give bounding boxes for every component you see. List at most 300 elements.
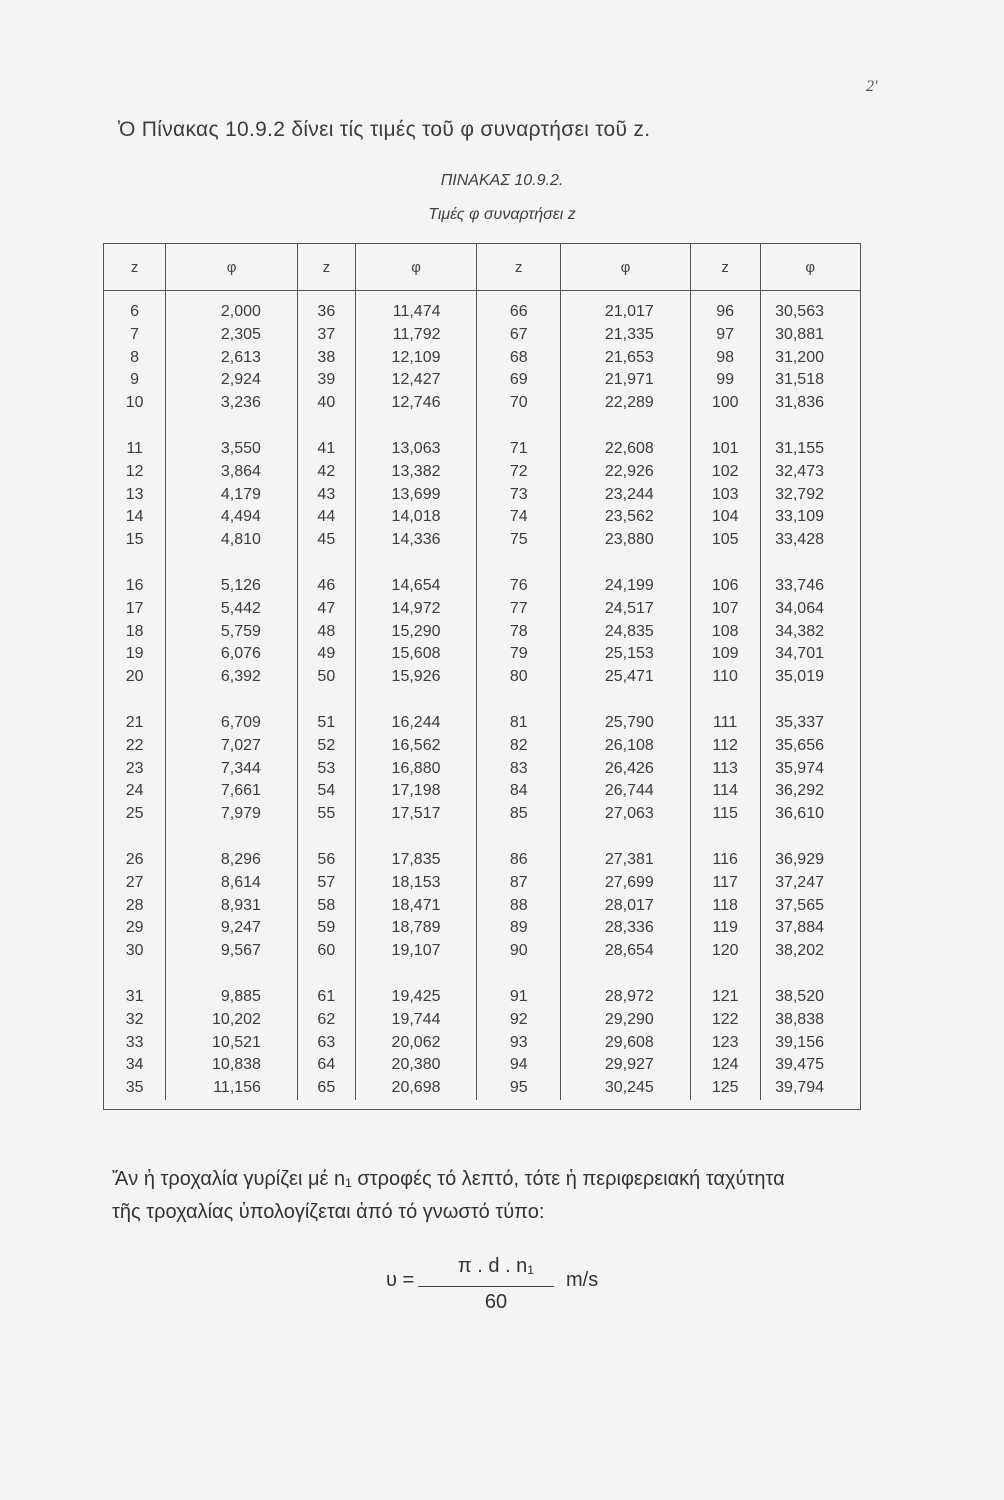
- z-cell: 11: [126, 439, 143, 457]
- table-row: [104, 484, 860, 507]
- z-cell: 97: [690, 324, 760, 347]
- phi-cell: 12,427: [355, 369, 477, 392]
- z-cell: 61: [297, 986, 355, 1009]
- table-row: [104, 986, 860, 1009]
- phi-cell: 10,521: [166, 1032, 298, 1055]
- z-cell: 20: [125, 668, 144, 686]
- z-cell: 31: [125, 987, 144, 1005]
- spacer-cell: [166, 963, 298, 986]
- z-cell: 13: [125, 485, 144, 503]
- group-spacer: [104, 963, 860, 986]
- z-cell: 8: [130, 348, 140, 366]
- table-row: [104, 438, 860, 461]
- phi-cell: 18,471: [355, 895, 477, 918]
- spacer-cell: [355, 689, 477, 712]
- spacer-cell: [166, 689, 298, 712]
- phi-cell: 35,337: [760, 712, 860, 735]
- z-cell: 43: [297, 484, 355, 507]
- z-cell: 71: [477, 438, 561, 461]
- phi-cell: 17,517: [355, 803, 477, 826]
- phi-cell: 2,305: [166, 324, 298, 347]
- z-cell: 49: [297, 643, 355, 666]
- spacer-cell: [104, 415, 166, 438]
- header-phi-4: φ: [760, 244, 860, 291]
- table-row: [104, 666, 860, 689]
- phi-cell: 39,475: [760, 1054, 860, 1077]
- spacer-cell: [104, 963, 166, 986]
- phi-cell: 37,247: [760, 872, 860, 895]
- phi-table: [103, 243, 861, 1110]
- phi-cell: 26,744: [561, 780, 691, 803]
- z-cell: 7: [130, 325, 140, 343]
- formula-lhs: υ =: [386, 1269, 415, 1291]
- table-row: [104, 575, 860, 598]
- header-z-2: z: [297, 244, 355, 291]
- phi-cell: 36,292: [760, 780, 860, 803]
- phi-cell: 24,835: [561, 621, 691, 644]
- z-cell: 85: [477, 803, 561, 826]
- phi-cell: 22,608: [561, 438, 691, 461]
- phi-cell: 7,344: [166, 758, 298, 781]
- table-row: [104, 803, 860, 826]
- phi-cell: 6,392: [166, 666, 298, 689]
- z-cell: 90: [477, 940, 561, 963]
- z-cell: 75: [477, 529, 561, 552]
- phi-cell: 31,200: [760, 347, 860, 370]
- phi-cell: 37,565: [760, 895, 860, 918]
- phi-cell: 8,296: [166, 849, 298, 872]
- phi-cell: 23,562: [561, 506, 691, 529]
- phi-cell: 2,613: [166, 347, 298, 370]
- table-row: [104, 347, 860, 370]
- phi-cell: 2,924: [166, 369, 298, 392]
- spacer-cell: [355, 552, 477, 575]
- z-cell: 66: [477, 291, 561, 324]
- z-cell: 70: [477, 392, 561, 415]
- z-cell: 92: [477, 1009, 561, 1032]
- z-cell: 46: [297, 575, 355, 598]
- z-cell: 78: [477, 621, 561, 644]
- z-cell: 6: [130, 303, 140, 320]
- z-cell: 115: [690, 803, 760, 826]
- spacer-cell: [166, 415, 298, 438]
- z-cell: 55: [297, 803, 355, 826]
- phi-cell: 39,794: [760, 1077, 860, 1100]
- table-row: [104, 643, 860, 666]
- z-cell: 95: [477, 1077, 561, 1100]
- phi-cell: 19,425: [355, 986, 477, 1009]
- table-title: ΠΙΝΑΚΑΣ 10.9.2.: [440, 172, 564, 189]
- phi-cell: 23,880: [561, 529, 691, 552]
- z-cell: 118: [690, 895, 760, 918]
- header-phi-3: φ: [561, 244, 691, 291]
- phi-cell: 19,744: [355, 1009, 477, 1032]
- phi-cell: 27,699: [561, 872, 691, 895]
- spacer-cell: [760, 963, 860, 986]
- z-cell: 117: [690, 872, 760, 895]
- table-row: [104, 324, 860, 347]
- z-cell: 112: [690, 735, 760, 758]
- phi-cell: 6,709: [166, 712, 298, 735]
- table-row: [104, 872, 860, 895]
- spacer-cell: [561, 963, 691, 986]
- phi-cell: 35,656: [760, 735, 860, 758]
- z-cell: 12: [125, 462, 144, 480]
- phi-cell: 29,290: [561, 1009, 691, 1032]
- table-row: [104, 917, 860, 940]
- spacer-cell: [561, 689, 691, 712]
- spacer-cell: [760, 552, 860, 575]
- phi-cell: 17,198: [355, 780, 477, 803]
- phi-cell: 25,790: [561, 712, 691, 735]
- z-cell: 42: [297, 461, 355, 484]
- z-cell: 22: [125, 736, 144, 754]
- phi-cell: 5,126: [166, 575, 298, 598]
- z-cell: 96: [690, 291, 760, 324]
- z-cell: 65: [297, 1077, 355, 1100]
- phi-cell: 4,810: [166, 529, 298, 552]
- phi-cell: 33,109: [760, 506, 860, 529]
- phi-cell: 21,335: [561, 324, 691, 347]
- phi-cell: 29,608: [561, 1032, 691, 1055]
- table-subtitle: Τιμές φ συναρτήσει z: [428, 206, 576, 223]
- spacer-cell: [561, 826, 691, 849]
- z-cell: 33: [125, 1033, 144, 1051]
- phi-cell: 28,654: [561, 940, 691, 963]
- phi-cell: 18,153: [355, 872, 477, 895]
- phi-cell: 30,245: [561, 1077, 691, 1100]
- formula-denominator: 60: [484, 1291, 508, 1313]
- z-cell: 52: [297, 735, 355, 758]
- phi-cell: 19,107: [355, 940, 477, 963]
- z-cell: 68: [477, 347, 561, 370]
- table-row: [104, 598, 860, 621]
- spacer-cell: [104, 552, 166, 575]
- z-cell: 102: [690, 461, 760, 484]
- phi-cell: 2,000: [166, 291, 298, 324]
- paragraph: [112, 1163, 902, 1229]
- spacer-cell: [166, 552, 298, 575]
- z-cell: 51: [297, 712, 355, 735]
- z-cell: 35: [125, 1079, 144, 1097]
- phi-cell: 20,062: [355, 1032, 477, 1055]
- table-row: [104, 1032, 860, 1055]
- z-cell: 64: [297, 1054, 355, 1077]
- z-cell: 58: [297, 895, 355, 918]
- phi-cell: 35,974: [760, 758, 860, 781]
- phi-cell: 4,179: [166, 484, 298, 507]
- spacer-cell: [104, 826, 166, 849]
- phi-cell: 33,428: [760, 529, 860, 552]
- phi-cell: 7,661: [166, 780, 298, 803]
- phi-cell: 34,064: [760, 598, 860, 621]
- phi-cell: 28,017: [561, 895, 691, 918]
- spacer-cell: [297, 689, 355, 712]
- spacer-cell: [477, 552, 561, 575]
- formula-numerator: π . d . n₁: [457, 1255, 535, 1277]
- z-cell: 83: [477, 758, 561, 781]
- intro-sentence: Ὁ Πίνακας 10.9.2 δίνει τίς τιμές τοῦ φ συναρτήσει τοῦ z.: [118, 118, 651, 141]
- z-cell: 23: [125, 759, 144, 777]
- table-row: [104, 940, 860, 963]
- z-cell: 80: [477, 666, 561, 689]
- z-cell: 122: [690, 1009, 760, 1032]
- phi-cell: 28,336: [561, 917, 691, 940]
- page-number: 2': [866, 78, 878, 95]
- z-cell: 76: [477, 575, 561, 598]
- spacer-cell: [297, 415, 355, 438]
- phi-cell: 24,517: [561, 598, 691, 621]
- phi-cell: 14,336: [355, 529, 477, 552]
- table-row: [104, 529, 860, 552]
- phi-cell: 3,864: [166, 461, 298, 484]
- phi-cell: 22,289: [561, 392, 691, 415]
- spacer-cell: [690, 826, 760, 849]
- velocity-formula: [386, 1255, 626, 1325]
- z-cell: 37: [297, 324, 355, 347]
- phi-cell: 3,236: [166, 392, 298, 415]
- spacer-cell: [561, 415, 691, 438]
- z-cell: 107: [690, 598, 760, 621]
- phi-cell: 5,759: [166, 621, 298, 644]
- z-cell: 125: [690, 1077, 760, 1100]
- spacer-cell: [690, 689, 760, 712]
- z-cell: 103: [690, 484, 760, 507]
- phi-cell: 15,608: [355, 643, 477, 666]
- table-row: [104, 780, 860, 803]
- z-cell: 24: [125, 782, 144, 800]
- phi-cell: 9,567: [166, 940, 298, 963]
- phi-cell: 30,563: [760, 291, 860, 324]
- z-cell: 119: [690, 917, 760, 940]
- z-cell: 114: [690, 780, 760, 803]
- phi-cell: 38,202: [760, 940, 860, 963]
- spacer-cell: [690, 552, 760, 575]
- z-cell: 39: [297, 369, 355, 392]
- header-z-1: z: [104, 244, 166, 291]
- phi-cell: 3,550: [166, 438, 298, 461]
- phi-cell: 14,654: [355, 575, 477, 598]
- phi-cell: 23,244: [561, 484, 691, 507]
- phi-cell: 21,971: [561, 369, 691, 392]
- phi-cell: 8,614: [166, 872, 298, 895]
- phi-cell: 22,926: [561, 461, 691, 484]
- z-cell: 74: [477, 506, 561, 529]
- phi-cell: 10,202: [166, 1009, 298, 1032]
- z-cell: 40: [297, 392, 355, 415]
- phi-cell: 4,494: [166, 506, 298, 529]
- phi-cell: 25,471: [561, 666, 691, 689]
- z-cell: 59: [297, 917, 355, 940]
- table-row: [104, 895, 860, 918]
- z-cell: 15: [125, 531, 144, 549]
- fraction-bar: [418, 1286, 554, 1287]
- phi-cell: 12,746: [355, 392, 477, 415]
- z-cell: 111: [690, 712, 760, 735]
- phi-cell: 25,153: [561, 643, 691, 666]
- z-cell: 26: [125, 850, 144, 868]
- phi-cell: 24,199: [561, 575, 691, 598]
- spacer-cell: [166, 826, 298, 849]
- table-row: [104, 506, 860, 529]
- phi-cell: 17,835: [355, 849, 477, 872]
- spacer-cell: [297, 552, 355, 575]
- table-row: [104, 1054, 860, 1077]
- phi-cell: 14,018: [355, 506, 477, 529]
- phi-cell: 28,972: [561, 986, 691, 1009]
- phi-cell: 6,076: [166, 643, 298, 666]
- z-cell: 48: [297, 621, 355, 644]
- z-cell: 47: [297, 598, 355, 621]
- z-cell: 116: [690, 849, 760, 872]
- z-cell: 79: [477, 643, 561, 666]
- z-cell: 86: [477, 849, 561, 872]
- table-row: [104, 369, 860, 392]
- phi-cell: 32,473: [760, 461, 860, 484]
- table-row: [104, 712, 860, 735]
- z-cell: 89: [477, 917, 561, 940]
- spacer-cell: [760, 689, 860, 712]
- table-row: [104, 849, 860, 872]
- z-cell: 32: [125, 1010, 144, 1028]
- z-cell: 84: [477, 780, 561, 803]
- z-cell: 123: [690, 1032, 760, 1055]
- spacer-cell: [355, 963, 477, 986]
- z-cell: 54: [297, 780, 355, 803]
- z-cell: 98: [690, 347, 760, 370]
- z-cell: 77: [477, 598, 561, 621]
- group-spacer: [104, 552, 860, 575]
- table-row: [104, 1077, 860, 1100]
- formula-unit: m/s: [566, 1269, 599, 1291]
- spacer-cell: [477, 826, 561, 849]
- z-cell: 41: [297, 438, 355, 461]
- phi-cell: 9,247: [166, 917, 298, 940]
- table-row: [104, 291, 860, 324]
- phi-cell: 21,653: [561, 347, 691, 370]
- phi-cell: 16,244: [355, 712, 477, 735]
- z-cell: 101: [690, 438, 760, 461]
- phi-cell: 15,926: [355, 666, 477, 689]
- z-cell: 9: [130, 371, 140, 389]
- z-cell: 72: [477, 461, 561, 484]
- phi-cell: 5,442: [166, 598, 298, 621]
- phi-cell: 7,027: [166, 735, 298, 758]
- z-cell: 60: [297, 940, 355, 963]
- table-row: [104, 1009, 860, 1032]
- phi-cell: 13,063: [355, 438, 477, 461]
- phi-cell: 35,019: [760, 666, 860, 689]
- table-row: [104, 461, 860, 484]
- phi-cell: 13,382: [355, 461, 477, 484]
- z-cell: 21: [125, 713, 144, 731]
- z-cell: 25: [125, 805, 144, 823]
- phi-cell: 33,746: [760, 575, 860, 598]
- table-row: [104, 735, 860, 758]
- phi-cell: 37,884: [760, 917, 860, 940]
- header-phi-2: φ: [355, 244, 477, 291]
- phi-cell: 27,381: [561, 849, 691, 872]
- phi-cell: 20,698: [355, 1077, 477, 1100]
- phi-cell: 8,931: [166, 895, 298, 918]
- phi-cell: 34,382: [760, 621, 860, 644]
- spacer-cell: [561, 552, 691, 575]
- z-cell: 113: [690, 758, 760, 781]
- phi-cell: 36,929: [760, 849, 860, 872]
- phi-cell: 38,520: [760, 986, 860, 1009]
- phi-cell: 20,380: [355, 1054, 477, 1077]
- spacer-cell: [355, 415, 477, 438]
- phi-cell: 7,979: [166, 803, 298, 826]
- phi-cell: 13,699: [355, 484, 477, 507]
- z-cell: 69: [477, 369, 561, 392]
- z-cell: 44: [297, 506, 355, 529]
- spacer-cell: [760, 826, 860, 849]
- z-cell: 91: [477, 986, 561, 1009]
- header-z-3: z: [477, 244, 561, 291]
- phi-cell: 15,290: [355, 621, 477, 644]
- phi-cell: 31,836: [760, 392, 860, 415]
- phi-cell: 27,063: [561, 803, 691, 826]
- z-cell: 10: [125, 394, 144, 412]
- z-cell: 50: [297, 666, 355, 689]
- z-cell: 28: [125, 896, 144, 914]
- z-cell: 57: [297, 872, 355, 895]
- z-cell: 82: [477, 735, 561, 758]
- z-cell: 124: [690, 1054, 760, 1077]
- phi-cell: 30,881: [760, 324, 860, 347]
- phi-cell: 32,792: [760, 484, 860, 507]
- spacer-cell: [690, 963, 760, 986]
- z-cell: 93: [477, 1032, 561, 1055]
- table-row: [104, 758, 860, 781]
- z-cell: 27: [125, 873, 144, 891]
- phi-cell: 16,880: [355, 758, 477, 781]
- spacer-cell: [477, 415, 561, 438]
- phi-cell: 11,792: [355, 324, 477, 347]
- z-cell: 29: [125, 919, 144, 937]
- z-cell: 108: [690, 621, 760, 644]
- z-cell: 17: [125, 599, 144, 617]
- phi-cell: 14,972: [355, 598, 477, 621]
- phi-cell: 26,426: [561, 758, 691, 781]
- spacer-cell: [760, 415, 860, 438]
- z-cell: 94: [477, 1054, 561, 1077]
- phi-cell: 38,838: [760, 1009, 860, 1032]
- spacer-cell: [355, 826, 477, 849]
- spacer-cell: [297, 963, 355, 986]
- z-cell: 99: [690, 369, 760, 392]
- z-cell: 16: [125, 576, 144, 594]
- z-cell: 67: [477, 324, 561, 347]
- z-cell: 19: [125, 645, 144, 663]
- phi-cell: 12,109: [355, 347, 477, 370]
- z-cell: 73: [477, 484, 561, 507]
- z-cell: 14: [125, 508, 144, 526]
- spacer-cell: [477, 689, 561, 712]
- phi-cell: 36,610: [760, 803, 860, 826]
- phi-cell: 26,108: [561, 735, 691, 758]
- paragraph-line-1: Ἄν ἡ τροχαλία γυρίζει μέ n₁ στροφές τό λεπτό, τότε ἡ περιφερειακή ταχύτητα: [112, 1168, 785, 1190]
- z-cell: 34: [125, 1056, 144, 1074]
- z-cell: 18: [125, 622, 144, 640]
- spacer-cell: [104, 689, 166, 712]
- z-cell: 45: [297, 529, 355, 552]
- z-cell: 36: [297, 291, 355, 324]
- phi-cell: 11,474: [355, 291, 477, 324]
- header-phi-1: φ: [166, 244, 298, 291]
- z-cell: 56: [297, 849, 355, 872]
